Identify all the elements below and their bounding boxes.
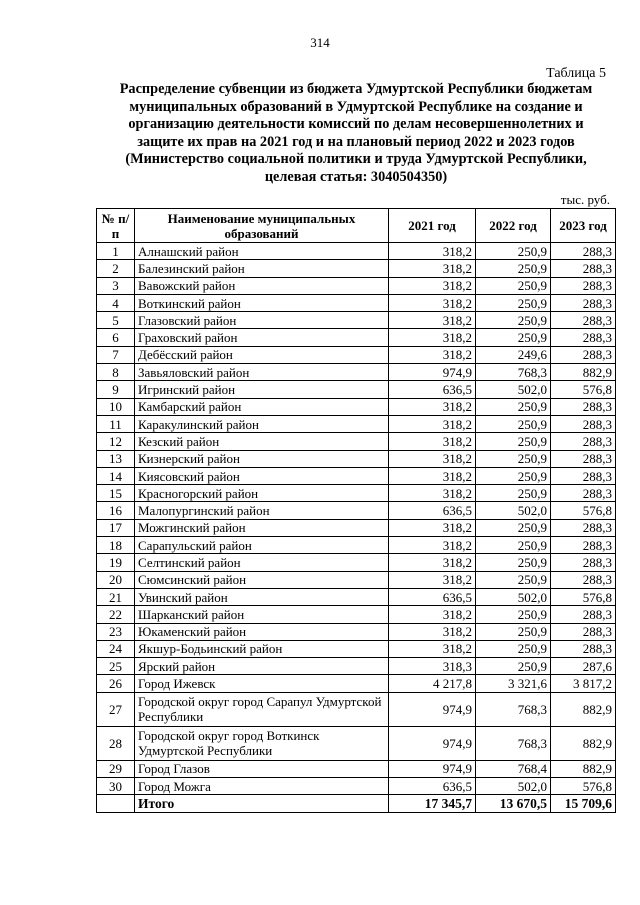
title-line: (Министерство социальной политики и труда Удмуртской Республики, xyxy=(125,151,587,168)
row-name: Городской округ город Сарапул Удмуртской Республики xyxy=(135,692,389,726)
table-row xyxy=(97,623,616,640)
value-2022: 250,9 xyxy=(476,243,551,260)
value-2023: 288,3 xyxy=(551,554,616,571)
row-number: 2 xyxy=(97,260,135,277)
value-2022: 768,3 xyxy=(476,692,551,726)
row-name: Красногорский район xyxy=(135,485,389,502)
row-number: 3 xyxy=(97,277,135,294)
table-row xyxy=(97,433,616,450)
title-line: организацию деятельности комиссий по делам несовершеннолетних и xyxy=(128,116,584,133)
value-2021: 318,2 xyxy=(389,312,476,329)
value-2023: 576,8 xyxy=(551,502,616,519)
row-number: 23 xyxy=(97,623,135,640)
row-name: Город Глазов xyxy=(135,760,389,777)
value-2023: 882,9 xyxy=(551,726,616,760)
value-2023: 288,3 xyxy=(551,519,616,536)
row-number: 16 xyxy=(97,502,135,519)
table-row xyxy=(97,329,616,346)
value-2022: 768,3 xyxy=(476,364,551,381)
value-2023: 576,8 xyxy=(551,588,616,605)
row-number: 28 xyxy=(97,726,135,760)
total-2021: 17 345,7 xyxy=(389,795,476,812)
row-name: Увинский район xyxy=(135,588,389,605)
value-2021: 974,9 xyxy=(389,364,476,381)
value-2021: 318,2 xyxy=(389,485,476,502)
row-name: Малопургинский район xyxy=(135,502,389,519)
value-2022: 250,9 xyxy=(476,658,551,675)
header-2022: 2022 год xyxy=(476,209,551,243)
value-2022: 502,0 xyxy=(476,588,551,605)
row-number: 26 xyxy=(97,675,135,692)
value-2023: 288,3 xyxy=(551,623,616,640)
row-name: Игринский район xyxy=(135,381,389,398)
table-row xyxy=(97,312,616,329)
row-name: Каракулинский район xyxy=(135,415,389,432)
table-row xyxy=(97,606,616,623)
table-row xyxy=(97,260,616,277)
value-2022: 250,9 xyxy=(476,606,551,623)
row-name: Киясовский район xyxy=(135,467,389,484)
value-2023: 288,3 xyxy=(551,329,616,346)
value-2023: 288,3 xyxy=(551,433,616,450)
value-2023: 288,3 xyxy=(551,415,616,432)
value-2023: 288,3 xyxy=(551,450,616,467)
table-row xyxy=(97,692,616,726)
value-2022: 768,4 xyxy=(476,760,551,777)
value-2021: 318,2 xyxy=(389,398,476,415)
row-number: 7 xyxy=(97,346,135,363)
table-label: Таблица 5 xyxy=(546,66,606,81)
table-row xyxy=(97,675,616,692)
value-2023: 288,3 xyxy=(551,398,616,415)
row-number: 29 xyxy=(97,760,135,777)
value-2022: 3 321,6 xyxy=(476,675,551,692)
value-2022: 502,0 xyxy=(476,778,551,795)
row-name: Город Можга xyxy=(135,778,389,795)
row-name: Сюмсинский район xyxy=(135,571,389,588)
header-2023: 2023 год xyxy=(551,209,616,243)
value-2021: 974,9 xyxy=(389,726,476,760)
total-label: Итого xyxy=(135,795,389,812)
header-2021: 2021 год xyxy=(389,209,476,243)
table-row xyxy=(97,519,616,536)
table-row xyxy=(97,537,616,554)
row-name: Вавожский район xyxy=(135,277,389,294)
value-2022: 250,9 xyxy=(476,485,551,502)
row-number: 9 xyxy=(97,381,135,398)
table-row xyxy=(97,450,616,467)
row-number: 19 xyxy=(97,554,135,571)
table-row xyxy=(97,398,616,415)
row-number: 5 xyxy=(97,312,135,329)
table-row xyxy=(97,571,616,588)
value-2022: 502,0 xyxy=(476,381,551,398)
value-2023: 288,3 xyxy=(551,467,616,484)
row-name: Сарапульский район xyxy=(135,537,389,554)
value-2023: 576,8 xyxy=(551,778,616,795)
row-name: Завьяловский район xyxy=(135,364,389,381)
row-number: 6 xyxy=(97,329,135,346)
row-name: Камбарский район xyxy=(135,398,389,415)
value-2023: 288,3 xyxy=(551,346,616,363)
row-name: Алнашский район xyxy=(135,243,389,260)
row-number: 18 xyxy=(97,537,135,554)
value-2021: 318,2 xyxy=(389,346,476,363)
value-2023: 882,9 xyxy=(551,760,616,777)
row-name: Граховский район xyxy=(135,329,389,346)
row-name: Юкаменский район xyxy=(135,623,389,640)
unit-label: тыс. руб. xyxy=(560,192,610,207)
value-2022: 250,9 xyxy=(476,312,551,329)
value-2021: 318,2 xyxy=(389,554,476,571)
value-2022: 250,9 xyxy=(476,415,551,432)
value-2022: 250,9 xyxy=(476,640,551,657)
value-2023: 288,3 xyxy=(551,294,616,311)
row-number: 11 xyxy=(97,415,135,432)
row-number: 14 xyxy=(97,467,135,484)
value-2022: 768,3 xyxy=(476,726,551,760)
value-2023: 288,3 xyxy=(551,277,616,294)
value-2021: 318,2 xyxy=(389,606,476,623)
value-2022: 250,9 xyxy=(476,433,551,450)
value-2021: 318,2 xyxy=(389,433,476,450)
row-number: 12 xyxy=(97,433,135,450)
value-2022: 250,9 xyxy=(476,623,551,640)
row-number: 4 xyxy=(97,294,135,311)
value-2022: 250,9 xyxy=(476,398,551,415)
row-name: Можгинский район xyxy=(135,519,389,536)
row-number: 30 xyxy=(97,778,135,795)
value-2023: 288,3 xyxy=(551,537,616,554)
table-row xyxy=(97,277,616,294)
table-header-row xyxy=(97,209,616,243)
total-2022: 13 670,5 xyxy=(476,795,551,812)
value-2022: 250,9 xyxy=(476,554,551,571)
table-row xyxy=(97,415,616,432)
total-2023: 15 709,6 xyxy=(551,795,616,812)
table-row xyxy=(97,243,616,260)
value-2022: 250,9 xyxy=(476,260,551,277)
row-name: Шарканский район xyxy=(135,606,389,623)
subvention-table xyxy=(96,208,616,813)
value-2023: 288,3 xyxy=(551,312,616,329)
value-2021: 318,2 xyxy=(389,294,476,311)
row-name: Глазовский район xyxy=(135,312,389,329)
row-number: 22 xyxy=(97,606,135,623)
value-2022: 250,9 xyxy=(476,519,551,536)
value-2021: 4 217,8 xyxy=(389,675,476,692)
value-2023: 3 817,2 xyxy=(551,675,616,692)
table-total-row xyxy=(97,795,616,812)
value-2023: 288,3 xyxy=(551,485,616,502)
value-2021: 318,2 xyxy=(389,537,476,554)
value-2023: 288,3 xyxy=(551,606,616,623)
value-2021: 636,5 xyxy=(389,588,476,605)
table-row xyxy=(97,294,616,311)
value-2021: 318,2 xyxy=(389,467,476,484)
value-2021: 974,9 xyxy=(389,692,476,726)
value-2021: 318,2 xyxy=(389,519,476,536)
table-row xyxy=(97,778,616,795)
value-2023: 288,3 xyxy=(551,243,616,260)
value-2022: 250,9 xyxy=(476,571,551,588)
value-2021: 318,2 xyxy=(389,329,476,346)
value-2023: 882,9 xyxy=(551,692,616,726)
row-number: 27 xyxy=(97,692,135,726)
row-name: Якшур-Бодьинский район xyxy=(135,640,389,657)
title-line: муниципальных образований в Удмуртской Республике на создание и xyxy=(129,98,583,115)
value-2023: 287,6 xyxy=(551,658,616,675)
table-row xyxy=(97,588,616,605)
value-2022: 250,9 xyxy=(476,467,551,484)
value-2023: 882,9 xyxy=(551,364,616,381)
value-2021: 318,2 xyxy=(389,571,476,588)
title-line: целевая статья: 3040504350) xyxy=(264,168,448,185)
value-2023: 288,3 xyxy=(551,640,616,657)
value-2022: 250,9 xyxy=(476,537,551,554)
row-number: 21 xyxy=(97,588,135,605)
value-2022: 250,9 xyxy=(476,329,551,346)
row-number: 1 xyxy=(97,243,135,260)
value-2023: 288,3 xyxy=(551,571,616,588)
table-row xyxy=(97,502,616,519)
row-name: Кезский район xyxy=(135,433,389,450)
value-2022: 250,9 xyxy=(476,450,551,467)
row-name: Воткинский район xyxy=(135,294,389,311)
value-2021: 636,5 xyxy=(389,381,476,398)
value-2021: 318,2 xyxy=(389,450,476,467)
row-number: 25 xyxy=(97,658,135,675)
value-2023: 288,3 xyxy=(551,260,616,277)
table-row xyxy=(97,485,616,502)
value-2021: 318,2 xyxy=(389,260,476,277)
table-row xyxy=(97,658,616,675)
value-2021: 318,2 xyxy=(389,640,476,657)
row-name: Город Ижевск xyxy=(135,675,389,692)
row-name: Городской округ город Воткинск Удмуртской Республики xyxy=(135,726,389,760)
value-2021: 636,5 xyxy=(389,502,476,519)
value-2021: 318,2 xyxy=(389,623,476,640)
value-2022: 250,9 xyxy=(476,294,551,311)
row-name: Селтинский район xyxy=(135,554,389,571)
table-row xyxy=(97,640,616,657)
value-2022: 249,6 xyxy=(476,346,551,363)
table-row xyxy=(97,726,616,760)
row-number: 15 xyxy=(97,485,135,502)
value-2021: 318,2 xyxy=(389,415,476,432)
value-2021: 318,2 xyxy=(389,243,476,260)
row-number: 13 xyxy=(97,450,135,467)
row-number: 24 xyxy=(97,640,135,657)
table-row xyxy=(97,467,616,484)
table-row xyxy=(97,760,616,777)
row-name: Кизнерский район xyxy=(135,450,389,467)
table-row xyxy=(97,381,616,398)
value-2021: 318,3 xyxy=(389,658,476,675)
row-name: Балезинский район xyxy=(135,260,389,277)
table-body xyxy=(97,243,616,813)
document-title xyxy=(96,81,616,187)
page-number: 314 xyxy=(310,35,330,50)
table-row xyxy=(97,346,616,363)
value-2021: 974,9 xyxy=(389,760,476,777)
row-number: 10 xyxy=(97,398,135,415)
header-num: № п/п xyxy=(97,209,135,243)
header-name: Наименование муниципальных образований xyxy=(135,209,389,243)
value-2021: 318,2 xyxy=(389,277,476,294)
value-2021: 636,5 xyxy=(389,778,476,795)
total-empty-cell xyxy=(97,795,135,812)
table-row xyxy=(97,364,616,381)
title-line: Распределение субвенции из бюджета Удмуртской Республики бюджетам xyxy=(119,81,593,97)
row-name: Дебёсский район xyxy=(135,346,389,363)
row-number: 8 xyxy=(97,364,135,381)
row-number: 17 xyxy=(97,519,135,536)
row-number: 20 xyxy=(97,571,135,588)
title-line: защите их прав на 2021 год и на плановый период 2022 и 2023 годов xyxy=(137,133,575,150)
row-name: Ярский район xyxy=(135,658,389,675)
value-2023: 576,8 xyxy=(551,381,616,398)
value-2022: 502,0 xyxy=(476,502,551,519)
value-2022: 250,9 xyxy=(476,277,551,294)
table-row xyxy=(97,554,616,571)
